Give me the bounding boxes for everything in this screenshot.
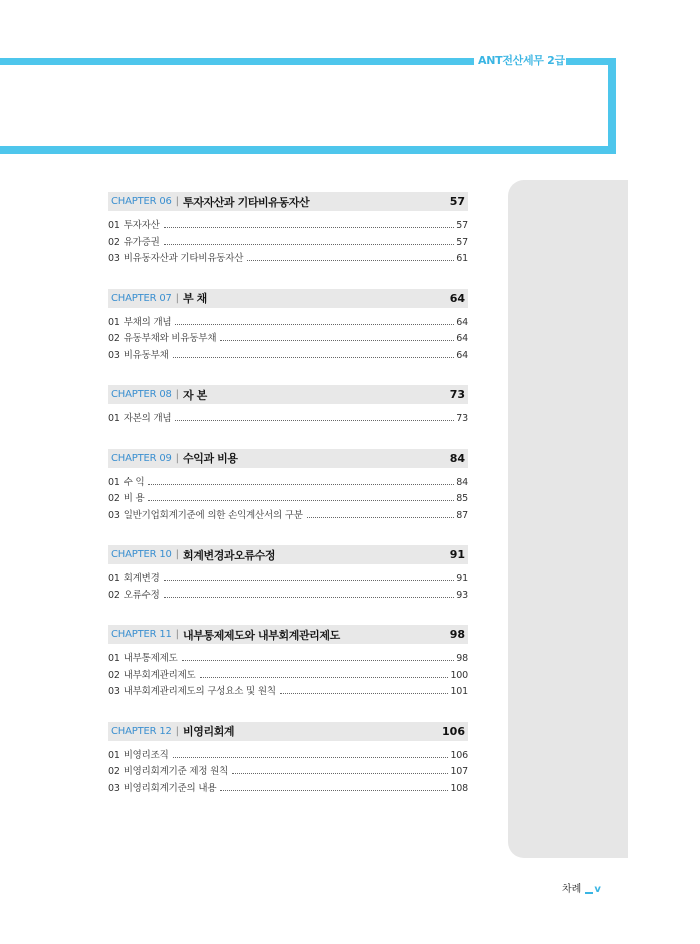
- entry-number: 01: [108, 653, 120, 664]
- entry-page: 84: [456, 476, 468, 488]
- chapter-title: 투자자산과 기타비유동자산: [183, 195, 310, 209]
- entry-title: 오류수정: [123, 589, 160, 601]
- chapter-heading[interactable]: [108, 625, 468, 644]
- dot-leader: [164, 597, 455, 598]
- entry-page: 73: [456, 413, 468, 424]
- chapter-items: [108, 650, 468, 700]
- header-frame-right: [608, 58, 616, 154]
- entry-title: 내부회계관리제도: [123, 669, 196, 681]
- header-rule-left: [0, 58, 474, 65]
- dot-leader: [232, 773, 448, 774]
- entry-page: 64: [456, 316, 468, 328]
- chapter-title: 자 본: [183, 388, 207, 402]
- entry-title: 회계변경: [123, 573, 160, 584]
- entry-title: 수 익: [123, 476, 145, 488]
- toc-chapter: [108, 449, 468, 524]
- chapter-heading[interactable]: [108, 449, 468, 468]
- entry-page: 87: [456, 509, 468, 521]
- entry-title: 비 용: [123, 493, 145, 504]
- entry-page: 57: [456, 236, 468, 248]
- side-tab-panel: [508, 180, 628, 858]
- toc-entry[interactable]: [108, 683, 468, 700]
- toc-chapter: [108, 385, 468, 427]
- entry-title: 비유동자산과 기타비유동자산: [123, 253, 244, 264]
- dot-leader: [164, 227, 455, 228]
- dot-leader: [173, 357, 455, 358]
- entry-page: 91: [456, 573, 468, 584]
- header-frame-bottom: [0, 146, 616, 154]
- toc-entry[interactable]: [108, 474, 468, 491]
- chapter-items: [108, 410, 468, 427]
- toc-entry[interactable]: [108, 490, 468, 507]
- toc-chapter: [108, 289, 468, 364]
- footer-underline-mark: [585, 892, 593, 894]
- toc-chapter: [108, 192, 468, 267]
- chapter-number: CHAPTER 12: [111, 725, 172, 737]
- chapter-heading[interactable]: [108, 192, 468, 211]
- entry-number: 02: [108, 236, 120, 248]
- entry-number: 02: [108, 669, 120, 681]
- chapter-separator: |: [175, 725, 180, 737]
- toc-chapter: [108, 722, 468, 797]
- entry-number: 02: [108, 493, 120, 504]
- entry-number: 01: [108, 749, 120, 761]
- toc-chapter: [108, 625, 468, 700]
- chapter-heading[interactable]: [108, 289, 468, 308]
- chapter-separator: |: [175, 389, 180, 400]
- dot-leader: [220, 790, 448, 791]
- entry-title: 내부통제제도: [123, 653, 178, 664]
- dot-leader: [280, 693, 449, 694]
- entry-title: 부채의 개념: [123, 316, 172, 328]
- entry-page: 85: [456, 493, 468, 504]
- entry-number: 03: [108, 686, 120, 697]
- entry-page: 64: [456, 333, 468, 344]
- table-of-contents: [108, 192, 468, 818]
- entry-number: 01: [108, 413, 120, 424]
- entry-page: 100: [450, 669, 468, 681]
- toc-entry[interactable]: [108, 780, 468, 797]
- footer-label: 차례: [562, 884, 582, 895]
- chapter-page: 57: [449, 195, 465, 208]
- chapter-page: 64: [449, 291, 465, 305]
- entry-number: 01: [108, 220, 120, 231]
- dot-leader: [247, 260, 454, 261]
- entry-title: 비영리회계기준의 내용: [123, 782, 217, 794]
- entry-page: 107: [450, 766, 468, 777]
- chapter-items: [108, 747, 468, 797]
- chapter-heading[interactable]: [108, 722, 468, 741]
- dot-leader: [307, 517, 455, 518]
- toc-entry[interactable]: [108, 667, 468, 684]
- dot-leader: [173, 757, 449, 758]
- toc-entry[interactable]: [108, 507, 468, 524]
- toc-entry[interactable]: [108, 650, 468, 667]
- toc-entry[interactable]: [108, 250, 468, 267]
- entry-page: 57: [456, 220, 468, 231]
- toc-chapter: [108, 545, 468, 603]
- entry-number: 02: [108, 333, 120, 344]
- chapter-number: CHAPTER 10: [111, 549, 172, 560]
- chapter-page: 106: [442, 724, 465, 738]
- entry-page: 64: [456, 349, 468, 361]
- toc-entry[interactable]: [108, 410, 468, 427]
- chapter-number: CHAPTER 11: [111, 629, 172, 640]
- chapter-page: 84: [449, 451, 465, 465]
- entry-title: 내부회계관리제도의 구성요소 및 원칙: [123, 686, 276, 697]
- toc-entry[interactable]: [108, 763, 468, 780]
- chapter-page: 91: [449, 548, 465, 561]
- chapter-separator: |: [175, 196, 180, 207]
- chapter-separator: |: [175, 549, 180, 560]
- entry-page: 106: [450, 749, 468, 761]
- dot-leader: [175, 420, 454, 421]
- chapter-number: CHAPTER 07: [111, 292, 172, 304]
- chapter-items: [108, 474, 468, 524]
- toc-entry[interactable]: [108, 570, 468, 587]
- chapter-separator: |: [175, 452, 180, 464]
- entry-title: 비영리조직: [123, 749, 169, 761]
- toc-entry[interactable]: [108, 234, 468, 251]
- entry-title: 유가증권: [123, 236, 160, 248]
- toc-entry[interactable]: [108, 587, 468, 604]
- entry-number: 02: [108, 766, 120, 777]
- entry-title: 투자자산: [123, 220, 160, 231]
- chapter-number: CHAPTER 06: [111, 196, 172, 207]
- toc-entry[interactable]: [108, 217, 468, 234]
- dot-leader: [164, 244, 455, 245]
- page-footer: [562, 880, 601, 895]
- toc-entry[interactable]: [108, 330, 468, 347]
- dot-leader: [200, 677, 449, 678]
- entry-title: 자본의 개념: [123, 413, 172, 424]
- dot-leader: [220, 340, 454, 341]
- chapter-heading[interactable]: [108, 385, 468, 404]
- dot-leader: [148, 484, 454, 485]
- chapter-number: CHAPTER 09: [111, 452, 172, 464]
- entry-number: 03: [108, 349, 120, 361]
- entry-number: 02: [108, 589, 120, 601]
- entry-title: 비영리회계기준 제정 원칙: [123, 766, 229, 777]
- toc-entry[interactable]: [108, 314, 468, 331]
- entry-page: 93: [456, 589, 468, 601]
- chapter-items: [108, 314, 468, 364]
- chapter-page: 73: [449, 388, 465, 401]
- chapter-page: 98: [449, 628, 465, 641]
- entry-number: 01: [108, 476, 120, 488]
- chapter-title: 비영리회계: [183, 725, 235, 738]
- chapter-title: 수익과 비용: [183, 452, 238, 465]
- dot-leader: [175, 324, 454, 325]
- entry-number: 01: [108, 573, 120, 584]
- chapter-title: 내부통제제도와 내부회계관리제도: [183, 628, 340, 642]
- page-number-roman: v: [594, 884, 601, 895]
- chapter-items: [108, 570, 468, 603]
- entry-page: 61: [456, 253, 468, 264]
- chapter-heading[interactable]: [108, 545, 468, 564]
- entry-page: 108: [450, 782, 468, 794]
- dot-leader: [164, 580, 455, 581]
- book-title: ANT전산세무 2급: [478, 54, 565, 67]
- entry-page: 98: [456, 653, 468, 664]
- chapter-separator: |: [175, 629, 180, 640]
- toc-entry[interactable]: [108, 347, 468, 364]
- toc-entry[interactable]: [108, 747, 468, 764]
- entry-title: 일반기업회계기준에 의한 손익계산서의 구분: [123, 509, 303, 521]
- chapter-items: [108, 217, 468, 267]
- chapter-title: 회계변경과오류수정: [183, 548, 276, 562]
- chapter-number: CHAPTER 08: [111, 389, 172, 400]
- entry-title: 비유동부채: [123, 349, 169, 361]
- entry-number: 01: [108, 316, 120, 328]
- entry-number: 03: [108, 782, 120, 794]
- dot-leader: [148, 500, 454, 501]
- entry-number: 03: [108, 509, 120, 521]
- entry-number: 03: [108, 253, 120, 264]
- dot-leader: [182, 660, 455, 661]
- entry-page: 101: [450, 686, 468, 697]
- chapter-separator: |: [175, 292, 180, 304]
- chapter-title: 부 채: [183, 292, 207, 305]
- entry-title: 유동부채와 비유동부채: [123, 333, 217, 344]
